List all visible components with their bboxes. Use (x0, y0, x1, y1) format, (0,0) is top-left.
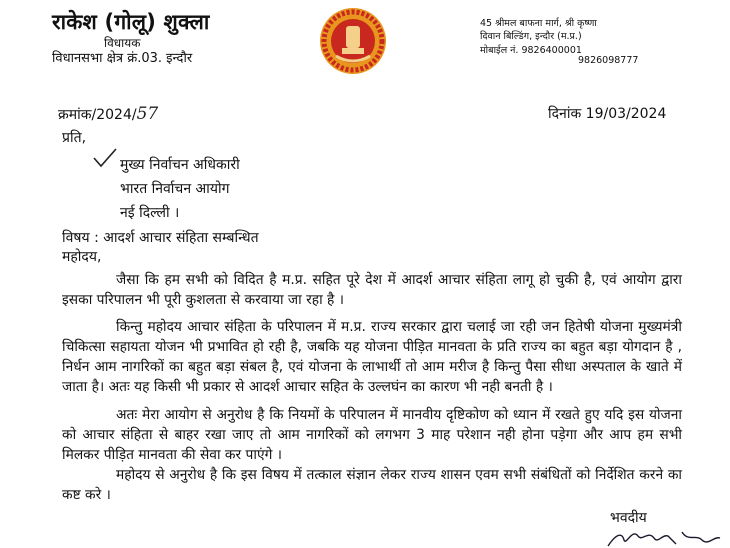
recipient-line-2: भारत निर्वाचन आयोग (120, 181, 230, 197)
to-label: प्रति, (62, 130, 87, 146)
address-line-1: 45 श्रीमल बाफना मार्ग, श्री कृष्णा (480, 18, 597, 29)
reference-number (58, 104, 158, 124)
mp-state-emblem-icon (318, 6, 388, 76)
letterhead-name: राकेश (गोलू) शुक्ला (52, 10, 210, 34)
recipient-line-3: नई दिल्ली । (120, 205, 180, 221)
tick-mark-icon (92, 147, 118, 169)
signature-scrawl (604, 524, 722, 548)
reference-handwritten-number: 57 (136, 104, 159, 124)
closing-yours: भवदीय (610, 510, 647, 526)
body-paragraph-3: अतः मेरा आयोग से अनुरोध है कि नियमों के परिपालन में मानवीय दृष्टिकोण को ध्यान में रखते हुए यदि इस योजना को आचार संहिता से बाहर रखा जाए तो आम नागरिकों को लगभग 3 माह परेशान नही होना पड़ेगा और आप हम सभी मिलकर पीड़ित मानवता की सेवा कर पाएंगे । (62, 407, 682, 463)
body-paragraph-2: किन्तु महोदय आचार संहिता के परिपालन में म.प्र. राज्य सरकार द्वारा चलाई जा रही जन हितेषी योजना मुख्यमंत्री चिकित्सा सहायता योजन भी प्रभावित हो रही है, जबकि यह योजना पीड़ित मानवता के प्रति राज्य का बहुत बड़ा योगदान है , निर्धन आम नागरिकों का बहुत बड़ा संबल है, एवं योजना के लाभार्थी तो आम मरीज है किन्तु पैसा सीधा अस्पताल के खाते में जाता है। अतः यह किसी भी प्रकार से आदर्श आचार सहित के उल्लघंन का कारण भी नही बनती है । (62, 319, 682, 395)
address-line-4: 9826098777 (578, 55, 639, 66)
body-paragraph-1: जैसा कि हम सभी को विदित है म.प्र. सहित पूरे देश में आदर्श आचार संहिता लागू हो चुकी है, एवं आयोग द्वारा इसका परिपालन भी पूरी कुशलता से करवाया जा रहा है । (62, 272, 682, 308)
letterhead-designation: विधायक (104, 36, 141, 50)
letter-date: दिनांक 19/03/2024 (548, 106, 667, 122)
letterhead-constituency: विधानसभा क्षेत्र क्रं.03. इन्दौर (52, 51, 193, 66)
address-line-3: मोबाईल नं. 9826400001 (480, 45, 582, 56)
letter-subject: विषय : आदर्श आचार संहिता सम्बन्धित (62, 230, 259, 246)
recipient-line-1: मुख्य निर्वाचन अधिकारी (120, 157, 240, 173)
body-paragraph-4: महोदय से अनुरोध है कि इस विषय में तत्काल संज्ञान लेकर राज्य शासन एवम सभी संबंधितों को निर्देशित करने का कष्ट करे । (62, 467, 682, 503)
reference-label: क्रमांक/2024/ (58, 107, 137, 123)
salutation: महोदय, (62, 249, 102, 265)
address-line-2: दिवान बिल्डिंग, इन्दौर (म.प्र.) (480, 31, 582, 42)
